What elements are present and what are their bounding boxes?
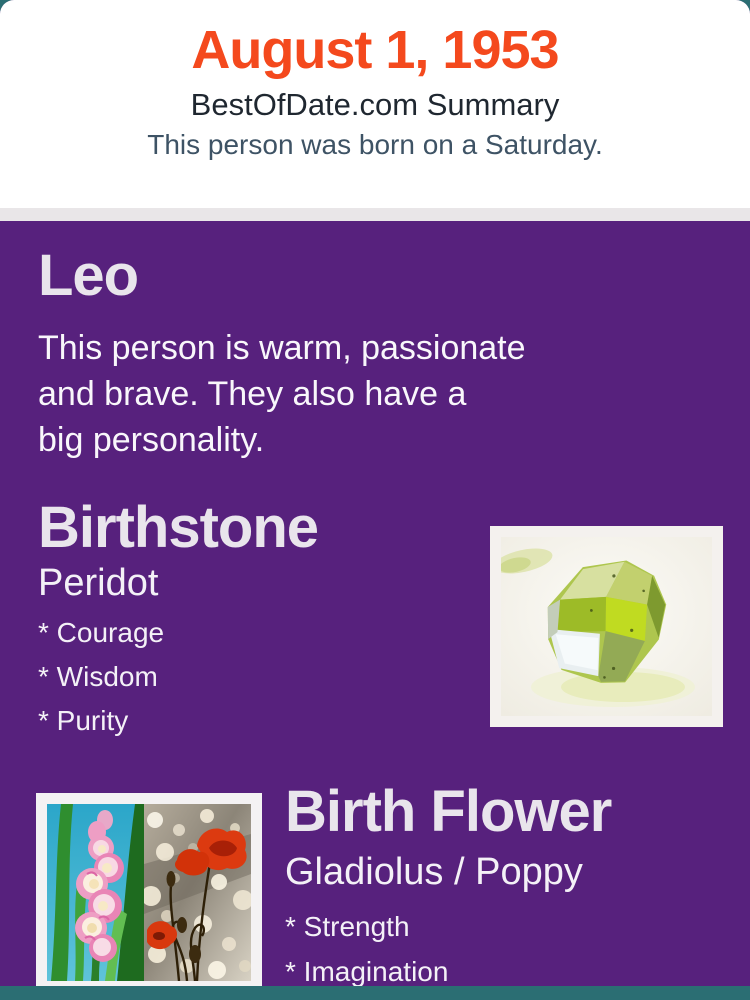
birthstone-trait: * Courage <box>38 617 165 648</box>
header <box>0 0 750 208</box>
page-background-strip <box>0 986 750 1000</box>
birth-flower-section <box>285 779 725 986</box>
birth-flower-trait: * Imagination <box>285 956 449 986</box>
details-section <box>0 243 750 986</box>
peridot-gem-illustration <box>501 537 712 716</box>
birthstone-name: Peridot <box>38 562 159 604</box>
zodiac-description <box>38 325 750 463</box>
birthstone-image <box>490 526 723 727</box>
born-day-line: This person was born on a Saturday. <box>147 129 603 160</box>
gladiolus-poppy-illustration <box>47 804 251 981</box>
header-divider <box>0 208 750 221</box>
zodiac-sign-heading: Leo <box>38 243 139 308</box>
birth-flower-image <box>36 793 262 986</box>
zodiac-description-line: and brave. They also have a <box>38 375 467 413</box>
zodiac-description-line: big personality. <box>38 421 265 459</box>
zodiac-description-line: This person is warm, passionate <box>38 329 526 367</box>
birth-flower-name: Gladiolus / Poppy <box>285 851 583 893</box>
site-summary-line: BestOfDate.com Summary <box>190 87 560 122</box>
birthstone-heading: Birthstone <box>38 495 318 560</box>
birth-flower-trait: * Strength <box>285 911 410 942</box>
date-title: August 1, 1953 <box>191 20 559 80</box>
birthstone-trait: * Wisdom <box>38 661 158 692</box>
birth-flower-heading: Birth Flower <box>285 779 612 844</box>
birthstone-trait: * Purity <box>38 705 129 736</box>
